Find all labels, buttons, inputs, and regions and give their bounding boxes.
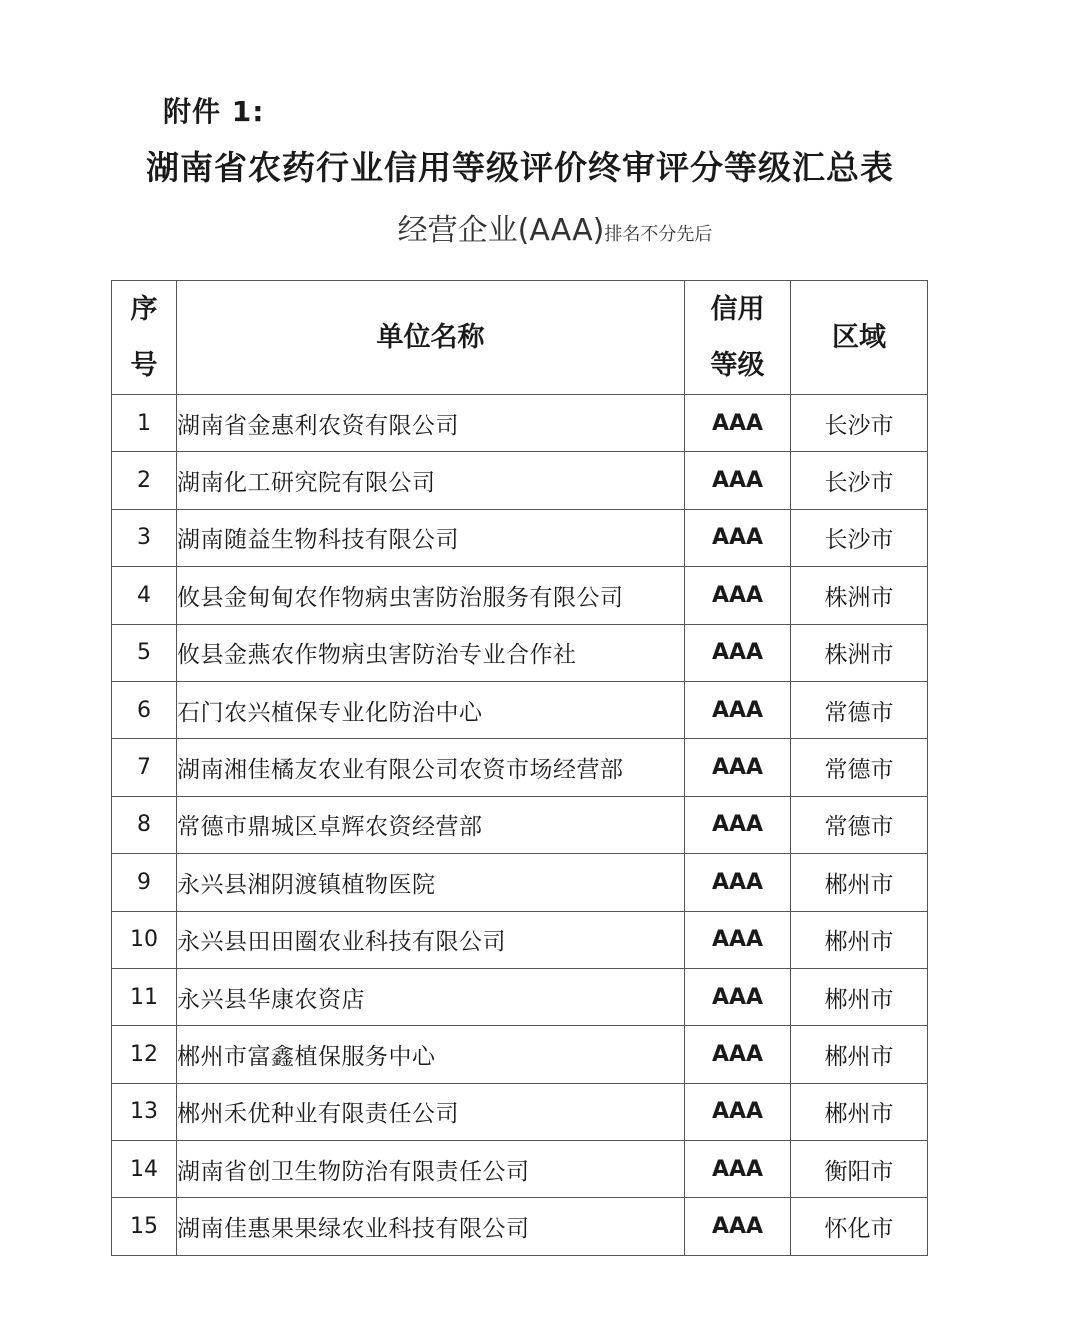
row-region: 常德市 [791,796,928,853]
row-unit-name: 永兴县湘阴渡镇植物医院 [177,854,685,911]
row-credit-grade: AAA [685,968,791,1025]
table-row [112,624,928,681]
table-row [112,911,928,968]
subtitle-ranking-note: 排名不分先后 [604,224,713,245]
row-credit-grade: AAA [685,911,791,968]
row-region: 怀化市 [791,1198,928,1255]
row-unit-name: 湖南省金惠利农资有限公司 [177,395,685,452]
row-credit-grade: AAA [685,796,791,853]
table-row [112,968,928,1025]
row-unit-name: 攸县金燕农作物病虫害防治专业合作社 [177,624,685,681]
row-region: 常德市 [791,681,928,738]
row-region: 株洲市 [791,624,928,681]
row-unit-name: 郴州禾优种业有限责任公司 [177,1083,685,1140]
row-credit-grade: AAA [685,567,791,624]
row-credit-grade: AAA [685,509,791,566]
row-unit-name: 湖南随益生物科技有限公司 [177,509,685,566]
table-header-row [112,281,928,395]
row-credit-grade: AAA [685,1141,791,1198]
row-index: 7 [112,739,177,796]
row-index: 9 [112,854,177,911]
table-row [112,1198,928,1255]
row-credit-grade: AAA [685,681,791,738]
row-unit-name: 永兴县田田圈农业科技有限公司 [177,911,685,968]
table-row [112,1141,928,1198]
row-unit-name: 郴州市富鑫植保服务中心 [177,1026,685,1083]
row-unit-name: 湖南省创卫生物防治有限责任公司 [177,1141,685,1198]
row-unit-name: 攸县金甸甸农作物病虫害防治服务有限公司 [177,567,685,624]
row-index: 1 [112,395,177,452]
header-grade-line-2: 等级 [710,349,765,381]
row-index: 11 [112,968,177,1025]
row-credit-grade: AAA [685,854,791,911]
row-credit-grade: AAA [685,452,791,509]
row-credit-grade: AAA [685,1026,791,1083]
header-index-line-1: 序 [130,293,158,325]
header-index-line-2: 号 [130,349,158,381]
row-region: 郴州市 [791,854,928,911]
row-index: 8 [112,796,177,853]
table-row [112,854,928,911]
table-row [112,739,928,796]
attachment-label: 附件 1: [163,95,265,128]
table-row [112,1026,928,1083]
row-unit-name: 永兴县华康农资店 [177,968,685,1025]
row-region: 郴州市 [791,1026,928,1083]
row-credit-grade: AAA [685,624,791,681]
header-credit-grade [685,281,791,395]
row-unit-name: 湖南湘佳橘友农业有限公司农资市场经营部 [177,739,685,796]
header-grade-line-1: 信用 [710,293,765,325]
rating-table [111,280,928,1256]
header-unit-name: 单位名称 [177,281,685,395]
table-row [112,681,928,738]
document-title: 湖南省农药行业信用等级评价终审评分等级汇总表 [146,148,894,187]
row-region: 株洲市 [791,567,928,624]
document-subtitle [0,205,1080,249]
row-index: 15 [112,1198,177,1255]
row-credit-grade: AAA [685,1198,791,1255]
row-region: 郴州市 [791,1083,928,1140]
row-region: 郴州市 [791,968,928,1025]
row-region: 长沙市 [791,509,928,566]
table-row [112,567,928,624]
table-row [112,452,928,509]
row-unit-name: 石门农兴植保专业化防治中心 [177,681,685,738]
row-index: 12 [112,1026,177,1083]
row-index: 2 [112,452,177,509]
row-unit-name: 常德市鼎城区卓辉农资经营部 [177,796,685,853]
row-index: 4 [112,567,177,624]
row-region: 长沙市 [791,395,928,452]
table-row [112,395,928,452]
row-unit-name: 湖南化工研究院有限公司 [177,452,685,509]
row-index: 3 [112,509,177,566]
table-row [112,796,928,853]
row-region: 郴州市 [791,911,928,968]
row-region: 长沙市 [791,452,928,509]
row-region: 常德市 [791,739,928,796]
row-index: 5 [112,624,177,681]
subtitle-category: 经营企业(AAA) [397,213,605,248]
table-row [112,1083,928,1140]
row-credit-grade: AAA [685,739,791,796]
row-index: 10 [112,911,177,968]
row-index: 6 [112,681,177,738]
row-unit-name: 湖南佳惠果果绿农业科技有限公司 [177,1198,685,1255]
row-credit-grade: AAA [685,395,791,452]
header-region: 区域 [791,281,928,395]
header-index [112,281,177,395]
row-index: 14 [112,1141,177,1198]
row-credit-grade: AAA [685,1083,791,1140]
row-region: 衡阳市 [791,1141,928,1198]
row-index: 13 [112,1083,177,1140]
table-row [112,509,928,566]
